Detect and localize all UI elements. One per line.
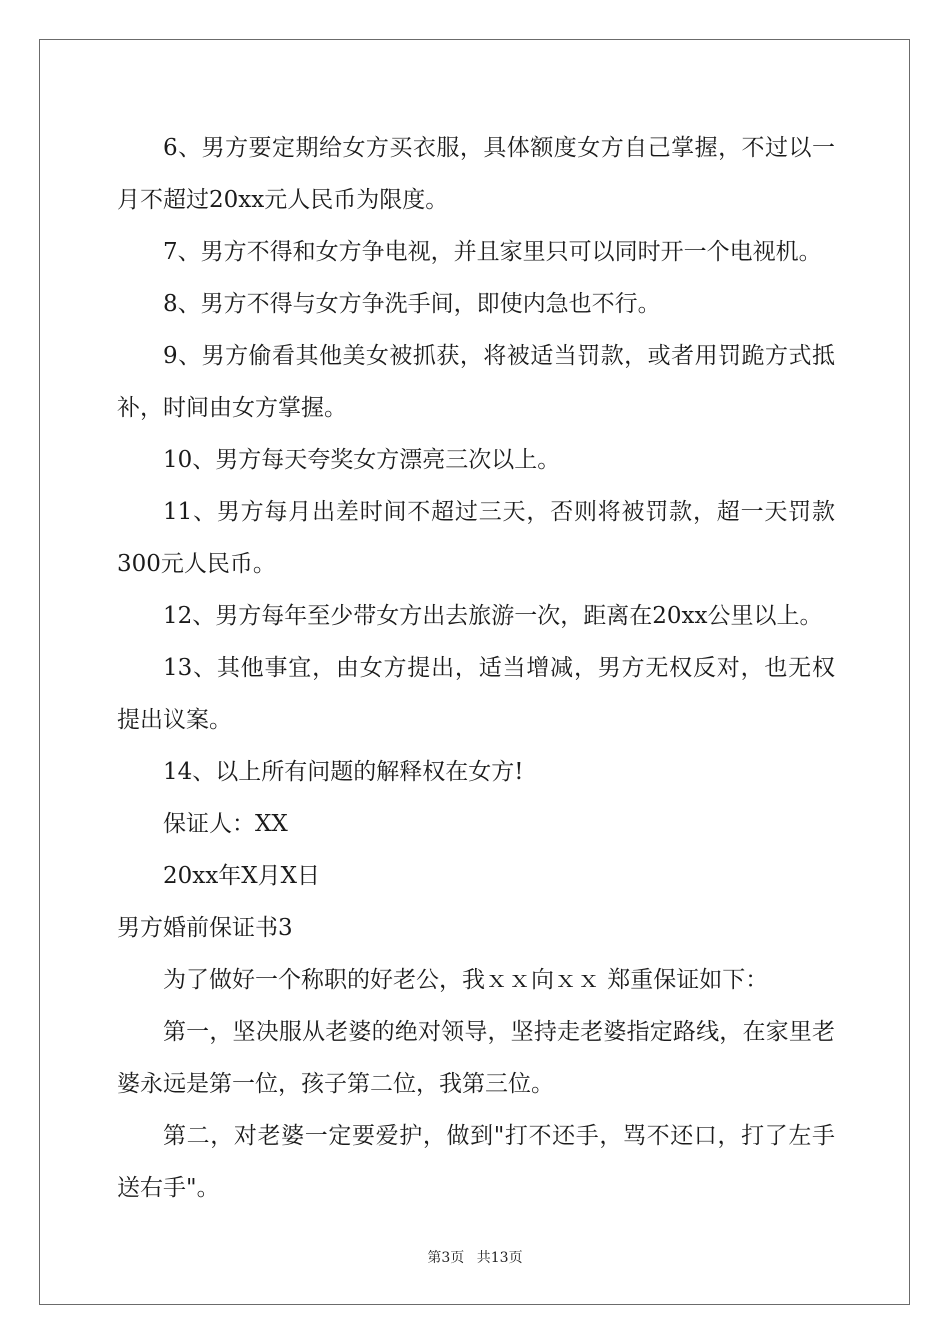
page-footer	[0, 1248, 950, 1268]
pledge-second: 第二，对老婆一定要爱护，做到"打不还手，骂不还口，打了左手送右手"。	[117, 1123, 835, 1201]
clause-11: 11、男方每月出差时间不超过三天，否则将被罚款，超一天罚款300元人民币。	[117, 499, 835, 577]
clause-8: 8、男方不得与女方争洗手间，即使内急也不行。	[163, 291, 661, 317]
clause-6: 6、男方要定期给女方买衣服，具体额度女方自己掌握，不过以一月不超过20xx元人民币为限度。	[117, 135, 835, 213]
clause-10: 10、男方每天夸奖女方漂亮三次以上。	[163, 447, 561, 473]
guarantor-line: 保证人：XX	[163, 811, 288, 837]
document-body	[117, 122, 835, 1214]
pledge-intro: 为了做好一个称职的好老公，我ｘｘ向ｘｘ 郑重保证如下：	[163, 967, 769, 993]
clause-12: 12、男方每年至少带女方出去旅游一次，距离在20xx公里以上。	[163, 603, 823, 629]
clause-14: 14、以上所有问题的解释权在女方!	[163, 759, 524, 785]
date-line: 20xx年X月X日	[163, 863, 320, 889]
page-number: 第3页	[427, 1250, 465, 1266]
total-pages: 共13页	[476, 1250, 523, 1266]
section-title: 男方婚前保证书3	[117, 915, 293, 941]
clause-9: 9、男方偷看其他美女被抓获，将被适当罚款，或者用罚跪方式抵补，时间由女方掌握。	[117, 343, 835, 421]
clause-13: 13、其他事宜，由女方提出，适当增减，男方无权反对，也无权提出议案。	[117, 655, 835, 733]
clause-7: 7、男方不得和女方争电视，并且家里只可以同时开一个电视机。	[163, 239, 822, 265]
pledge-first: 第一，坚决服从老婆的绝对领导，坚持走老婆指定路线，在家里老婆永远是第一位，孩子第二位，我第三位。	[117, 1019, 835, 1097]
